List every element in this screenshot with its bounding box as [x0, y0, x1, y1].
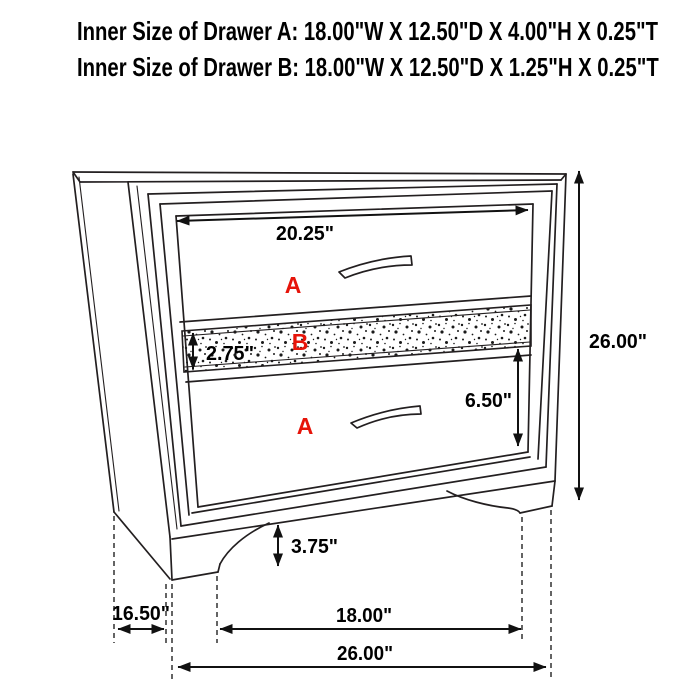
frame-outer-right [546, 184, 557, 467]
title-line-drawer-b: Inner Size of Drawer B: 18.00"W X 12.50"D X 1.25"H X 0.25"T [77, 52, 659, 82]
dimension-overall-height [579, 171, 647, 500]
front-left-corner-edge-inner [137, 186, 177, 529]
apron-bottom-edge [172, 481, 555, 539]
dim-strip-height-label: 2.75" [206, 343, 254, 365]
dim-side-depth-label: 16.50" [112, 603, 170, 625]
drawer-a-bottom-label: A [296, 413, 314, 439]
dimension-inner-width [220, 605, 521, 629]
right-foot-outer-edge [552, 481, 555, 506]
frame-mid-right [538, 191, 552, 459]
drawer-a-top-label: A [284, 272, 302, 298]
top-slab-top-edge [73, 172, 566, 174]
dim-opening-width-arrow [177, 210, 528, 221]
cabinet-top [73, 172, 566, 182]
dimension-foot-height [278, 525, 338, 566]
dim-overall-width-label: 26.00" [337, 643, 393, 665]
side-back-edge [73, 174, 114, 512]
dimension-overall-width [178, 643, 546, 667]
drawer-a-bottom-handle [351, 406, 421, 428]
right-foot-bottom-edge [520, 506, 552, 513]
title-line-drawer-a: Inner Size of Drawer A: 18.00"W X 12.50"D X 4.00"H X 0.25"T [77, 16, 658, 46]
side-panel [73, 174, 177, 579]
dim-bottom-drawer-height-label: 6.50" [465, 390, 512, 412]
frame-inner-bottom [198, 452, 528, 507]
left-foot-bottom-edge [172, 572, 218, 580]
dimension-side-depth [112, 603, 170, 629]
left-foot-outer-edge [170, 537, 172, 580]
top-slab-front-edge [80, 180, 561, 182]
cabinet-outer-right [555, 174, 566, 481]
dimension-opening-width [177, 210, 528, 245]
frame-outer-bottom [181, 467, 546, 526]
drawer-b-label: B [291, 329, 309, 355]
frame-mid-bottom [192, 457, 530, 513]
left-foot-cyma-curve [220, 523, 269, 564]
dimension-bottom-drawer-height [465, 349, 518, 446]
frame-inner-top [176, 204, 533, 216]
dim-foot-height-label: 3.75" [291, 536, 338, 558]
dim-inner-width-label: 18.00" [336, 605, 392, 627]
side-back-edge-inner [79, 177, 119, 511]
dim-overall-height-label: 26.00" [589, 331, 647, 353]
left-foot-inner-edge [218, 564, 220, 572]
right-foot-cyma-curve [447, 491, 520, 513]
side-bottom-edge [114, 512, 170, 579]
dim-opening-width-label: 20.25" [276, 223, 334, 245]
drawer-a-top-handle [339, 256, 412, 278]
